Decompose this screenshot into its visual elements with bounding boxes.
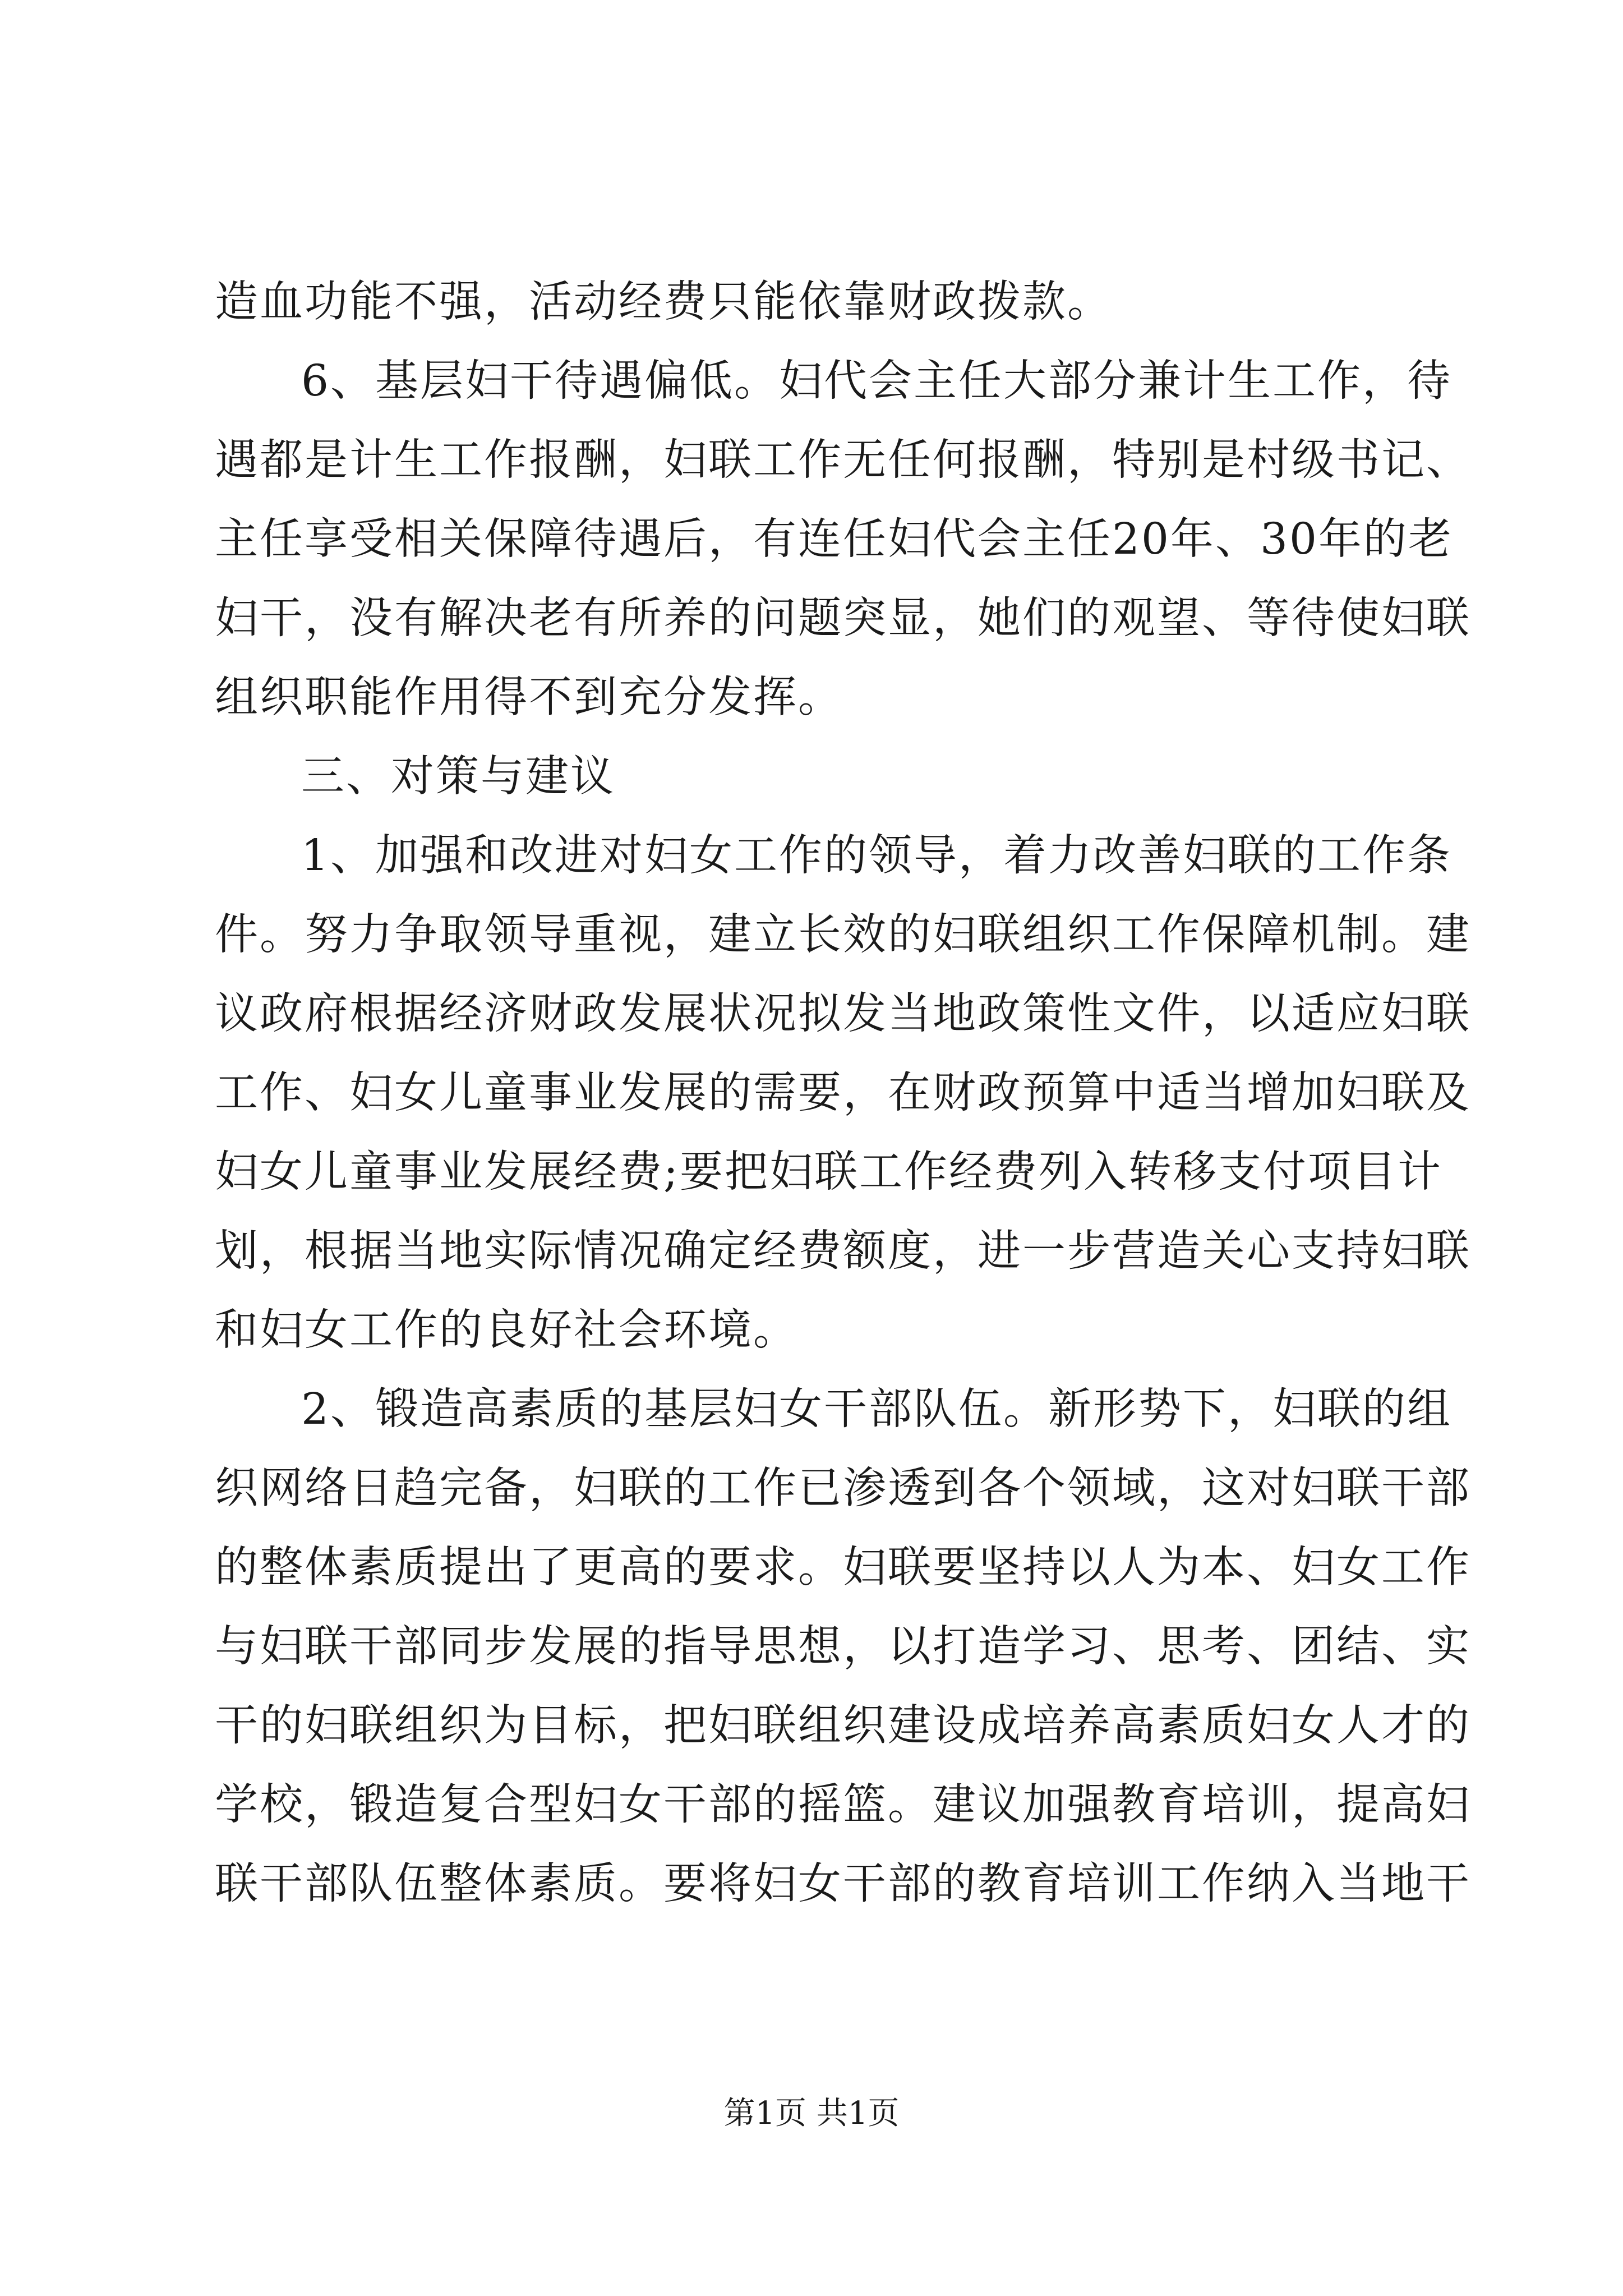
section-heading: 三、对策与建议 (301, 752, 615, 802)
paragraph-start-line: 2、锻造高素质的基层妇女干部队伍。新形势下，妇联的组 (301, 1384, 1452, 1434)
text-line: 议政府根据经济财政发展状况拟发当地政策性文件，以适应妇联 (215, 989, 1471, 1039)
text-line: 和妇女工作的良好社会环境。 (215, 1305, 798, 1355)
paragraph-start-line: 1、加强和改进对妇女工作的领导，着力改善妇联的工作条 (301, 831, 1452, 881)
text-line: 划，根据当地实际情况确定经费额度，进一步营造关心支持妇联 (215, 1226, 1471, 1276)
paragraph-start-line: 6、基层妇干待遇偏低。妇代会主任大部分兼计生工作，待 (301, 356, 1452, 406)
text-line: 织网络日趋完备，妇联的工作已渗透到各个领域，这对妇联干部 (215, 1464, 1471, 1513)
text-line: 件。努力争取领导重视，建立长效的妇联组织工作保障机制。建 (215, 910, 1471, 960)
text-line: 妇女儿童事业发展经费;要把妇联工作经费列入转移支付项目计 (215, 1147, 1442, 1197)
page-number-footer: 第1页 共1页 (723, 2095, 900, 2132)
text-line: 工作、妇女儿童事业发展的需要，在财政预算中适当增加妇联及 (215, 1068, 1471, 1118)
text-line: 组织职能作用得不到充分发挥。 (215, 673, 843, 723)
text-line: 造血功能不强，活动经费只能依靠财政拨款。 (215, 277, 1112, 327)
text-line: 联干部队伍整体素质。要将妇女干部的教育培训工作纳入当地干 (215, 1859, 1471, 1909)
text-line: 的整体素质提出了更高的要求。妇联要坚持以人为本、妇女工作 (215, 1543, 1471, 1593)
text-line: 主任享受相关保障待遇后，有连任妇代会主任20年、30年的老 (215, 514, 1453, 564)
document-body (215, 263, 1471, 1924)
text-line: 与妇联干部同步发展的指导思想，以打造学习、思考、团结、实 (215, 1622, 1471, 1672)
text-line: 学校，锻造复合型妇女干部的摇篮。建议加强教育培训，提高妇 (215, 1780, 1471, 1830)
text-line: 干的妇联组织为目标，把妇联组织建设成培养高素质妇女人才的 (215, 1701, 1471, 1751)
text-line: 妇干，没有解决老有所养的问题突显，她们的观望、等待使妇联 (215, 593, 1471, 643)
text-line: 遇都是计生工作报酬，妇联工作无任何报酬，特别是村级书记、 (215, 435, 1471, 485)
